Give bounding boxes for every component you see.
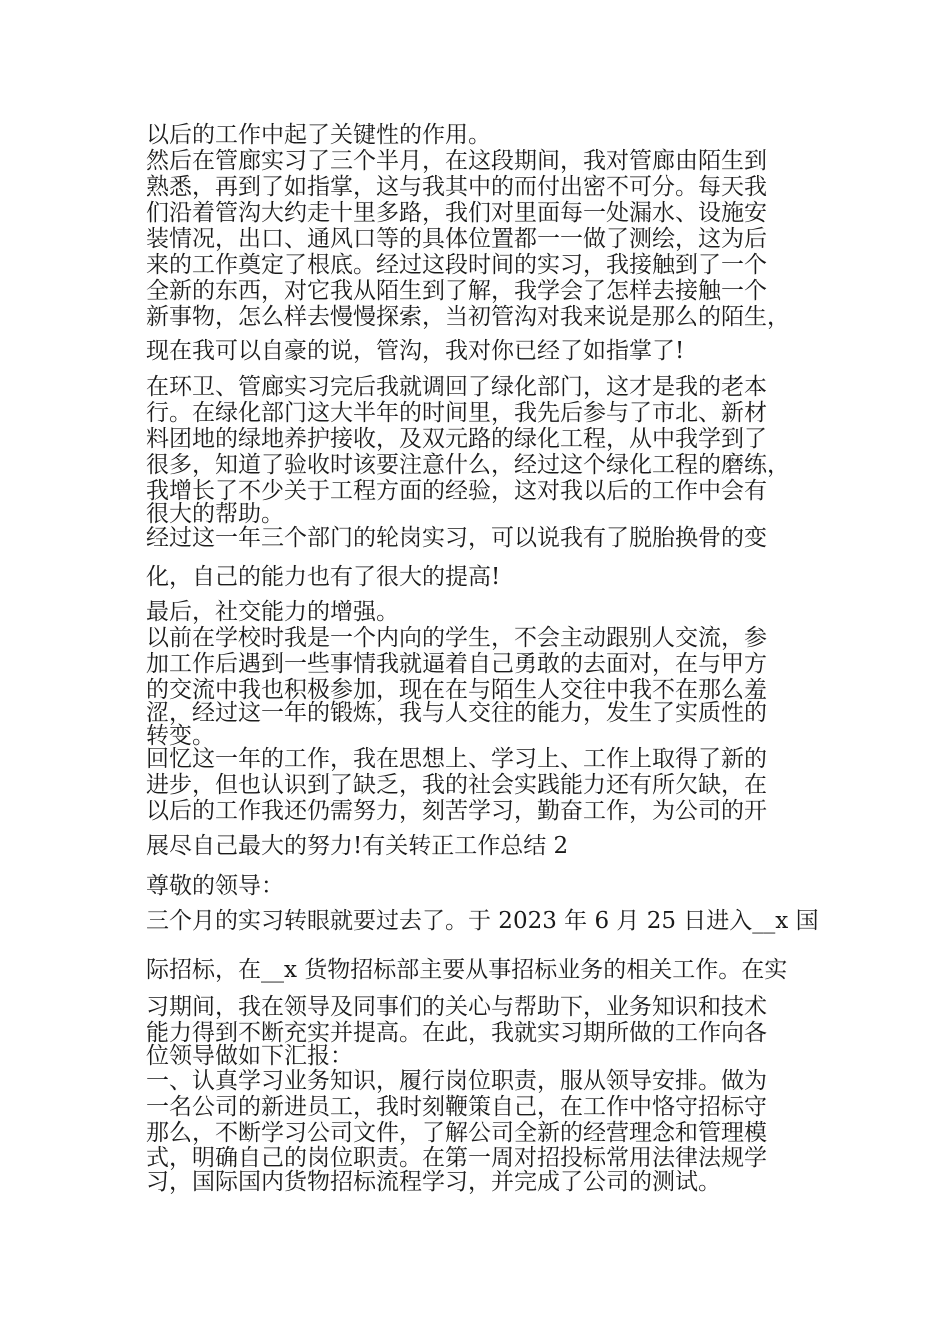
- text-line: 装情况，出口、通风口等的具体位置都一一做了测绘，这为后: [146, 226, 767, 252]
- text-line: 位领导做如下汇报：: [146, 1043, 353, 1069]
- text-line: 涩，经过这一年的锻炼，我与人交往的能力，发生了实质性的: [146, 700, 767, 726]
- text-line: 三个月的实习转眼就要过去了。于 2023 年 6 月 25 日进入__x 国: [146, 908, 819, 934]
- text-line: 能力得到不断充实并提高。在此，我就实习期所做的工作向各: [146, 1020, 767, 1046]
- text-line: 行。在绿化部门这大半年的时间里，我先后参与了市北、新材: [146, 400, 767, 426]
- text-line: 经过这一年三个部门的轮岗实习，可以说我有了脱胎换骨的变: [146, 525, 767, 551]
- text-line: 习期间，我在领导及同事们的关心与帮助下，业务知识和技术: [146, 994, 767, 1020]
- text-line: 回忆这一年的工作，我在思想上、学习上、工作上取得了新的: [146, 746, 767, 772]
- text-line: 际招标，在__x 货物招标部主要从事招标业务的相关工作。在实: [146, 957, 788, 983]
- text-line: 在环卫、管廊实习完后我就调回了绿化部门，这才是我的老本: [146, 374, 767, 400]
- text-line: 转变。: [146, 723, 215, 749]
- text-line: 进步，但也认识到了缺乏，我的社会实践能力还有所欠缺，在: [146, 772, 767, 798]
- text-line: 习，国际国内货物招标流程学习，并完成了公司的测试。: [146, 1169, 721, 1195]
- text-line: 新事物，怎么样去慢慢探索，当初管沟对我来说是那么的陌生，: [146, 304, 790, 330]
- text-line: 加工作后遇到一些事情我就逼着自己勇敢的去面对，在与甲方: [146, 651, 767, 677]
- text-line: 以后的工作中起了关键性的作用。: [146, 122, 491, 148]
- text-line: 熟悉，再到了如指掌，这与我其中的而付出密不可分。每天我: [146, 174, 767, 200]
- text-line: 那么，不断学习公司文件，了解公司全新的经营理念和管理模: [146, 1120, 767, 1146]
- text-line: 很大的帮助。: [146, 501, 284, 527]
- text-line: 化，自己的能力也有了很大的提高!: [146, 564, 501, 590]
- text-line: 的交流中我也积极参加，现在在与陌生人交往中我不在那么羞: [146, 677, 767, 703]
- text-line: 一名公司的新进员工，我时刻鞭策自己，在工作中恪守招标守: [146, 1094, 767, 1120]
- text-line: 很多，知道了验收时该要注意什么，经过这个绿化工程的磨练，: [146, 452, 790, 478]
- text-line: 最后，社交能力的增强。: [146, 599, 399, 625]
- text-line: 一、认真学习业务知识，履行岗位职责，服从领导安排。做为: [146, 1068, 767, 1094]
- text-line: 来的工作奠定了根底。经过这段时间的实习，我接触到了一个: [146, 252, 767, 278]
- text-line: 以前在学校时我是一个内向的学生，不会主动跟别人交流，参: [146, 625, 767, 651]
- text-line: 们沿着管沟大约走十里多路，我们对里面每一处漏水、设施安: [146, 200, 767, 226]
- text-line: 展尽自己最大的努力!有关转正工作总结 2: [146, 833, 569, 859]
- text-line: 我增长了不少关于工程方面的经验，这对我以后的工作中会有: [146, 478, 767, 504]
- text-line: 全新的东西，对它我从陌生到了解，我学会了怎样去接触一个: [146, 278, 767, 304]
- text-line: 料团地的绿地养护接收，及双元路的绿化工程，从中我学到了: [146, 426, 767, 452]
- text-line: 然后在管廊实习了三个半月，在这段期间，我对管廊由陌生到: [146, 148, 767, 174]
- text-line: 式，明确自己的岗位职责。在第一周对招投标常用法律法规学: [146, 1145, 767, 1171]
- text-line: 以后的工作我还仍需努力，刻苦学习，勤奋工作，为公司的开: [146, 798, 767, 824]
- text-line: 现在我可以自豪的说，管沟，我对你已经了如指掌了!: [146, 338, 685, 364]
- text-line: 尊敬的领导：: [146, 873, 284, 899]
